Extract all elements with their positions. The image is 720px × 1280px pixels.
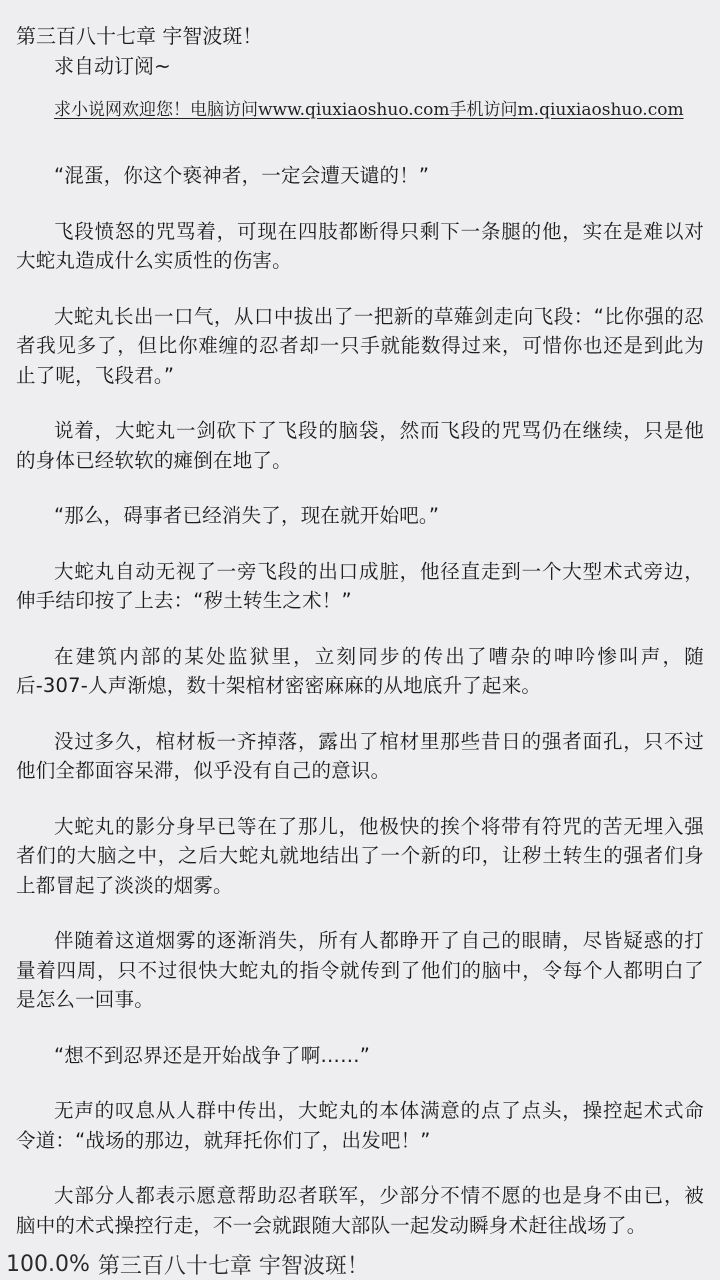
paragraph: 飞段愤怒的咒骂着，可现在四肢都断得只剩下一条腿的他，实在是难以对大蛇丸造成什么实质性的伤害。 <box>16 219 704 272</box>
paragraph: 在建筑内部的某处监狱里，立刻同步的传出了嘈杂的呻吟惨叫声，随后-307-人声渐熄，数十架棺材密密麻麻的从地底升了起来。 <box>16 644 704 697</box>
reading-status-bar <box>0 1248 720 1280</box>
paragraph: 没过多久，棺材板一齐掉落，露出了棺材里那些昔日的强者面孔，只不过他们全都面容呆滞，似乎没有自己的意识。 <box>16 729 704 782</box>
paragraph: “想不到忍界还是开始战争了啊……” <box>54 1043 371 1067</box>
subscribe-note: 求自动订阅~ <box>54 54 171 78</box>
paragraph: “混蛋，你这个亵神者，一定会遭天谴的！” <box>54 164 430 187</box>
reading-progress: 100.0% <box>6 1251 90 1277</box>
status-chapter-title: 第三百八十七章 宇智波斑！ <box>97 1253 369 1279</box>
paragraph: 大蛇丸自动无视了一旁飞段的出口成脏，他径直走到一个大型术式旁边，伸手结印按了上去：“秽土转生之术！” <box>16 559 704 612</box>
paragraph: 无声的叹息从人群中传出，大蛇丸的本体满意的点了点头，操控起术式命令道：“战场的那边，就拜托你们了，出发吧！” <box>16 1099 704 1152</box>
paragraph: 大蛇丸长出一口气，从口中拔出了一把新的草薙剑走向飞段：“比你强的忍者我见多了，但比你难缠的忍者却一只手就能数得过来，可惜你也还是到此为止了呢，飞段君。” <box>16 304 704 387</box>
paragraph: 大蛇丸的影分身早已等在了那儿，他极快的挨个将带有符咒的苦无埋入强者们的大脑之中，之后大蛇丸就地结出了一个新的印，让秽土转生的强者们身上都冒起了淡淡的烟雾。 <box>16 814 704 897</box>
paragraph: 说着，大蛇丸一剑砍下了飞段的脑袋，然而飞段的咒骂仍在继续，只是他的身体已经软软的瘫倒在地了。 <box>16 419 704 472</box>
chapter-title: 第三百八十七章 宇智波斑！ <box>16 24 263 48</box>
paragraph: 伴随着这道烟雾的逐渐消失，所有人都睁开了自己的眼睛，尽皆疑惑的打量着四周，只不过很快大蛇丸的指令就传到了他们的脑中，令每个人都明白了是怎么一回事。 <box>16 929 704 1011</box>
chapter-content <box>16 161 704 1248</box>
site-ad-link[interactable]: 求小说网欢迎您！电脑访问www.qiuxiaoshuo.com手机访问m.qiuxiaoshuo.com <box>54 100 684 120</box>
paragraph: “那么，碍事者已经消失了，现在就开始吧。” <box>54 504 440 527</box>
paragraph: 大部分人都表示愿意帮助忍者联军，少部分不情不愿的也是身不由已，被脑中的术式操控行走，不一会就跟随大部队一起发动瞬身术赶往战场了。 <box>16 1184 704 1237</box>
